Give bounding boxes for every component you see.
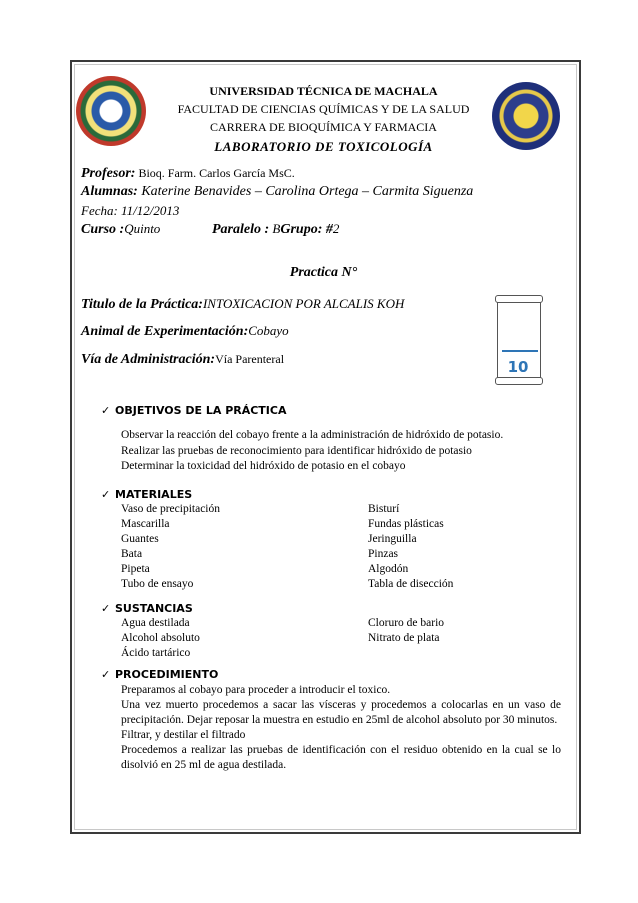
fecha-line — [81, 202, 179, 220]
list-item: Bata — [121, 548, 143, 560]
objetivo-line: Determinar la toxicidad del hidróxido de potasio en el cobayo — [121, 460, 406, 472]
list-item: Nitrato de plata — [368, 632, 440, 644]
faculty-name: FACULTAD DE CIENCIAS QUÍMICAS Y DE LA SALUD — [177, 102, 470, 116]
paralelo-value: B — [269, 221, 281, 236]
list-item: Alcohol absoluto — [121, 632, 200, 644]
career-name: CARRERA DE BIOQUÍMICA Y FARMACIA — [210, 120, 437, 134]
animal-value: Cobayo — [248, 323, 289, 338]
sustancias-left-list — [121, 616, 200, 661]
alumnas-line — [81, 182, 473, 200]
animal-label: Animal de Experimentación: — [81, 324, 249, 339]
titulo-value: INTOXICACION POR ALCALIS KOH — [202, 296, 405, 311]
via-value: Vía Parenteral — [215, 352, 285, 366]
list-item: Fundas plásticas — [368, 518, 444, 530]
curso-label: Curso : — [81, 222, 125, 237]
animal-line — [81, 322, 289, 340]
list-item: Pipeta — [121, 563, 150, 575]
university-name: UNIVERSIDAD TÉCNICA DE MACHALA — [209, 84, 438, 98]
list-item: Mascarilla — [121, 518, 170, 530]
paralelo-label: Paralelo : — [212, 222, 270, 237]
check-icon: ✓ — [101, 602, 111, 615]
list-item: Tubo de ensayo — [121, 578, 194, 590]
procedimiento-paragraph: Procedemos a realizar las pruebas de identificación con el residuo obtenido en la cual se lo disolvió en 25 ml de agua destilada. — [121, 744, 561, 771]
list-item: Bisturí — [368, 503, 400, 515]
list-item: Jeringuilla — [368, 533, 417, 545]
paralelo-line — [212, 220, 339, 238]
check-icon: ✓ — [101, 488, 111, 501]
practica-title: Practica N° — [289, 265, 358, 280]
procedimiento-paragraph: Una vez muerto procedemos a sacar las vísceras y procedemos a colocarlas en un vaso de precipitación. Dejar reposar la muestra en estudio en 25ml de alcohol absoluto por 30 minutos. — [121, 699, 561, 726]
alumnas-label: Alumnas: — [81, 184, 138, 199]
procedimiento-paragraph: Filtrar, y destilar el filtrado — [121, 729, 246, 741]
grade-value: 10 — [507, 358, 529, 376]
check-icon: ✓ — [101, 404, 111, 417]
objetivos-heading: ✓ OBJETIVOS DE LA PRÁCTICA — [101, 404, 287, 417]
list-item: Cloruro de bario — [368, 617, 445, 629]
titulo-label: Titulo de la Práctica: — [81, 297, 203, 312]
profesor-line — [81, 164, 295, 182]
curso-value: Quinto — [124, 221, 161, 236]
alumnas-value: Katerine Benavides – Carolina Ortega – Carmita Siguenza — [137, 184, 474, 199]
list-item: Pinzas — [368, 548, 399, 560]
profesor-label: Profesor: — [81, 166, 136, 181]
check-icon: ✓ — [101, 668, 111, 681]
lab-name: LABORATORIO DE TOXICOLOGÍA — [214, 139, 433, 154]
via-line — [81, 350, 284, 368]
materiales-heading: ✓ MATERIALES — [101, 488, 193, 501]
list-item: Agua destilada — [121, 617, 190, 629]
procedimiento-text — [121, 683, 561, 773]
list-item: Guantes — [121, 533, 159, 545]
curso-line — [81, 220, 160, 238]
grupo-value: 2 — [332, 221, 340, 236]
procedimiento-heading: ✓ PROCEDIMIENTO — [101, 668, 219, 681]
objetivo-line: Observar la reacción del cobayo frente a la administración de hidróxido de potasio. — [121, 429, 504, 441]
procedimiento-paragraph: Preparamos al cobayo para proceder a introducir el toxico. — [121, 684, 391, 696]
list-item: Algodón — [368, 563, 409, 575]
fecha-value: Fecha: 11/12/2013 — [81, 203, 180, 218]
sustancias-right-list — [368, 616, 444, 646]
materiales-left-list — [121, 502, 220, 592]
materiales-right-list — [368, 502, 453, 592]
profesor-value: Bioq. Farm. Carlos García MsC. — [135, 166, 295, 180]
grade-underline — [502, 350, 538, 352]
via-label: Vía de Administración: — [81, 352, 216, 367]
list-item: Ácido tartárico — [121, 647, 191, 659]
objetivo-line: Realizar las pruebas de reconocimiento para identificar hidróxido de potasio — [121, 445, 472, 457]
list-item: Tabla de disección — [368, 578, 454, 590]
sustancias-heading: ✓ SUSTANCIAS — [101, 602, 193, 615]
titulo-line — [81, 295, 404, 313]
list-item: Vaso de precipitación — [121, 503, 220, 515]
grupo-label: Grupo: # — [280, 222, 333, 237]
